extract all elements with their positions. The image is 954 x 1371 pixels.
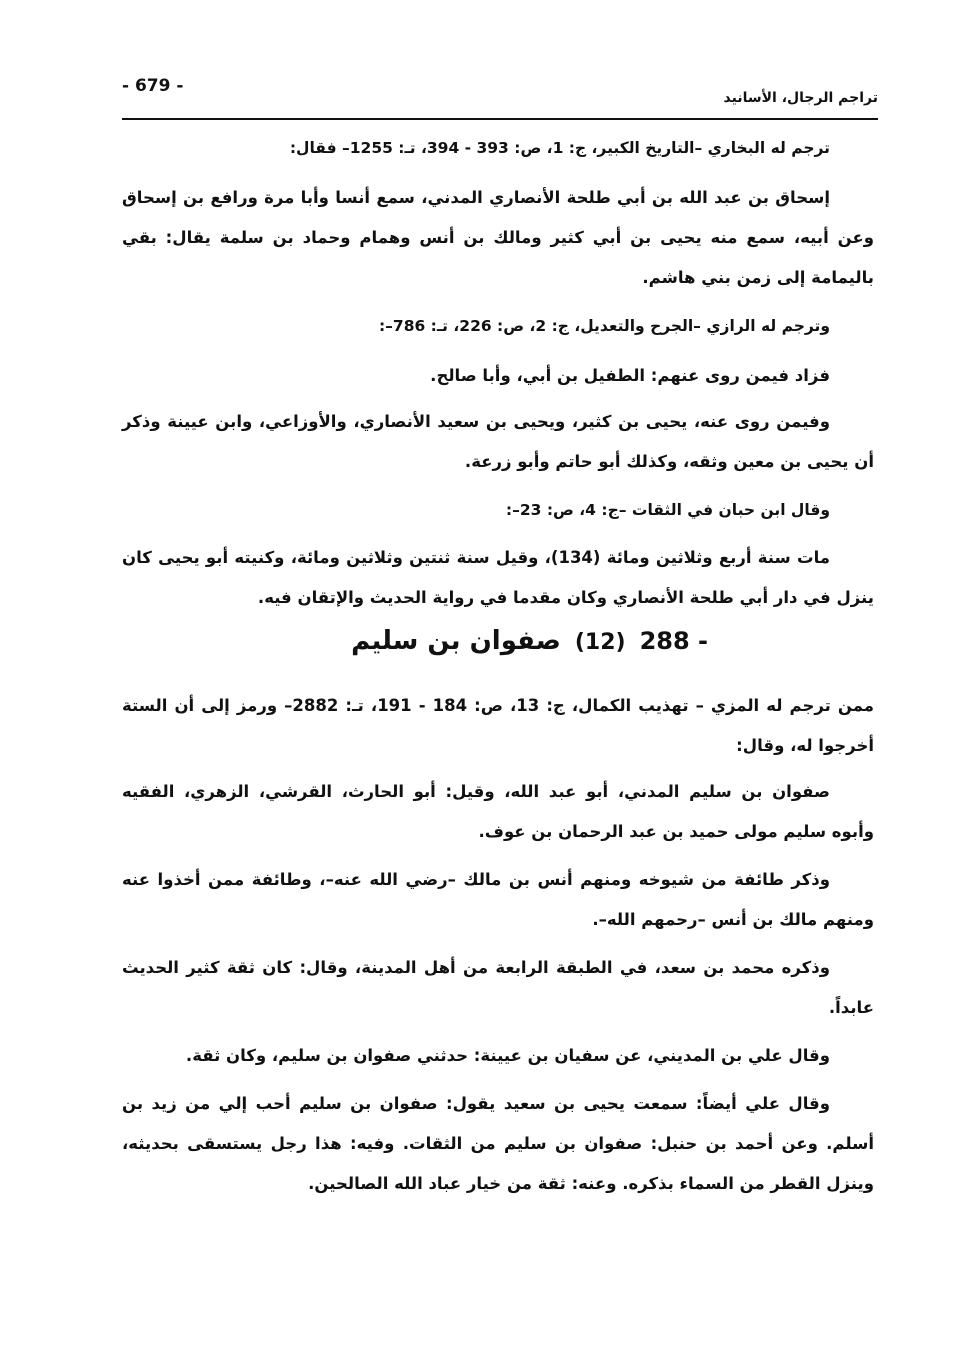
- paragraph-teachers-students: وذكر طائفة من شيوخه ومنهم أنس بن مالك –رضي الله عنه–، وطائفة ممن أخذوا عنه ومنهم مالك بن أنس –رحمهم الله–.: [122, 870, 874, 929]
- paragraph-praise: وقال علي أيضاً: سمعت يحيى بن سعيد يقول: صفوان بن سليم أحب إلي من زيد بن أسلم. وعن أحمد بن حنبل: صفوان بن سليم من الثقات. وفيه: هذا رجل يستسقى بحديثه، وينزل القطر من السماء بذكره. وعنه: ثقة من خيار عباد الله الصالحين.: [122, 1094, 874, 1193]
- entry-sub-number: (12): [574, 630, 626, 655]
- page-number: - 679 -: [122, 76, 184, 96]
- reference-ibn-hibban: وقال ابن حبان في الثقات –ج: 4، ص: 23–:: [505, 501, 830, 519]
- paragraph-narrators: وفيمن روى عنه، يحيى بن كثير، ويحيى بن سعيد الأنصاري، والأوزاعي، وابن عيينة وذكر أن يحيى بن معين وثقه، وكذلك أبو حاتم وأبو زرعة.: [122, 412, 874, 471]
- page-header: [122, 70, 878, 114]
- entry-number: 288 -: [639, 627, 708, 655]
- paragraph-ishaq-bio: إسحاق بن عبد الله بن أبي طلحة الأنصاري المدني، سمع أنسا وأبا مرة ورافع بن إسحاق وعن أبيه، سمع منه يحيى بن أبي كثير ومالك بن أنس وهمام وحماد بن سلمة يقال: بقي باليمامة إلى زمن بني هاشم.: [122, 188, 874, 287]
- reference-bukhari: ترجم له البخاري –التاريخ الكبير، ج: 1، ص: 393 - 394، تـ: 1255– فقال:: [289, 139, 830, 157]
- entry-heading: [351, 626, 708, 656]
- header-rule: [122, 118, 878, 120]
- reference-razi: وترجم له الرازي –الجرح والتعديل، ج: 2، ص: 226، تـ: 786–:: [378, 317, 830, 335]
- paragraph-death-date: مات سنة أربع وثلاثين ومائة (134)، وقيل سنة ثنتين وثلاثين ومائة، وكنيته أبو يحيى كان ينزل في دار أبي طلحة الأنصاري وكان مقدما في رواية الحديث والإتقان فيه.: [122, 548, 874, 607]
- paragraph-mizzi-reference: ممن ترجم له المزي – تهذيب الكمال، ج: 13، ص: 184 - 191، تـ: 2882– ورمز إلى أن الستة أخرجوا له، وقال:: [122, 696, 875, 755]
- running-title: تراجم الرجال، الأسانيد: [723, 90, 878, 106]
- entry-name: صفوان بن سليم: [351, 626, 561, 656]
- paragraph-ibn-madini: وقال علي بن المديني، عن سفيان بن عيينة: حدثني صفوان بن سليم، وكان ثقة.: [185, 1046, 830, 1065]
- paragraph-ibn-saad: وذكره محمد بن سعد، في الطبقة الرابعة من أهل المدينة، وقال: كان ثقة كثير الحديث عابداً.: [122, 958, 874, 1017]
- paragraph-safwan-bio: صفوان بن سليم المدني، أبو عبد الله، وقيل: أبو الحارث، القرشي، الزهري، الفقيه وأبوه سليم مولى حميد بن عبد الرحمان بن عوف.: [122, 782, 874, 841]
- paragraph-razi-addition: فزاد فيمن روى عنهم: الطفيل بن أبي، وأبا صالح.: [430, 366, 830, 385]
